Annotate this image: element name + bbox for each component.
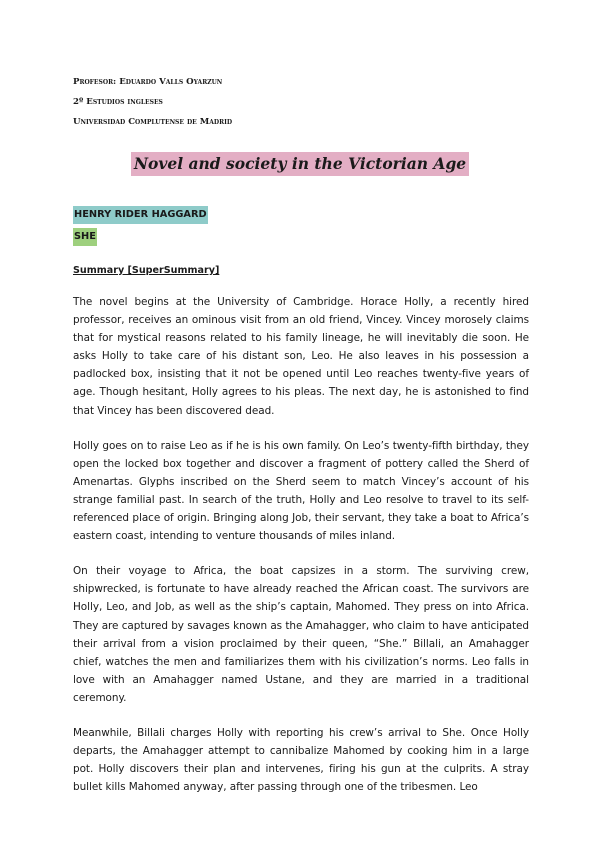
paragraph: Meanwhile, Billali charges Holly with reporting his crew’s arrival to She. Once Holly departs, the Amahagger attempt to cannibalize Mahomed by cooking him in a large pot. Holly discovers their plan and intervenes, firing his gun at the culprits. A stray bullet kills Mahomed anyway, after passing through one of the tribesmen. Leo [73, 726, 529, 794]
book-heading: SHE [73, 228, 97, 246]
summary-heading: Summary [SuperSummary] [73, 265, 220, 276]
document-header [73, 72, 232, 132]
university-line: Universidad Complutense de Madrid [73, 117, 233, 127]
author-heading: HENRY RIDER HAGGARD [73, 206, 208, 224]
title-container [0, 152, 600, 176]
document-title: Novel and society in the Victorian Age [131, 152, 469, 176]
paragraph: On their voyage to Africa, the boat capsizes in a storm. The surviving crew, shipwrecked, is fortunate to have already reached the African coast. The survivors are Holly, Leo, and Job, as well as the ship’s captain, Mahomed. They press on into Africa. They are captured by savages known as the Amahagger, who claim to have anticipated their arrival from a vision proclaimed by their queen, “She.” Billali, an Amahagger chief, watches the men and familiarizes them with his civilization’s norms. Leo falls in love with an Amahagger named Ustane, and they are married in a traditional ceremony. [73, 565, 529, 704]
paragraph: Holly goes on to raise Leo as if he is his own family. On Leo’s twenty-fifth birthday, they open the locked box together and discover a fragment of pottery called the Sherd of Amenartas. Glyphs inscribed on the Sherd seem to match Vincey’s account of his strange familial past. In search of the truth, Holly and Leo resolve to travel to its self-referenced place of origin. Bringing along Job, their servant, they take a boat to Africa’s eastern coast, intending to venture thousands of miles inland. [73, 439, 529, 543]
paragraph: The novel begins at the University of Cambridge. Horace Holly, a recently hired professor, receives an ominous visit from an old friend, Vincey. Vincey morosely claims that for mystical reasons related to his family lineage, he will inevitably die soon. He asks Holly to take care of his distant son, Leo. He also leaves in his possession a padlocked box, insisting that it not be opened until Leo reaches twenty-five years of age. Though hesitant, Holly agrees to his pleas. The next day, he is astonished to find that Vincey has been discovered dead. [73, 296, 529, 417]
summary-body [73, 293, 529, 796]
course-line: 2º Estudios ingleses [73, 97, 163, 107]
professor-line: Profesor: Eduardo Valls Oyarzun [73, 77, 223, 87]
